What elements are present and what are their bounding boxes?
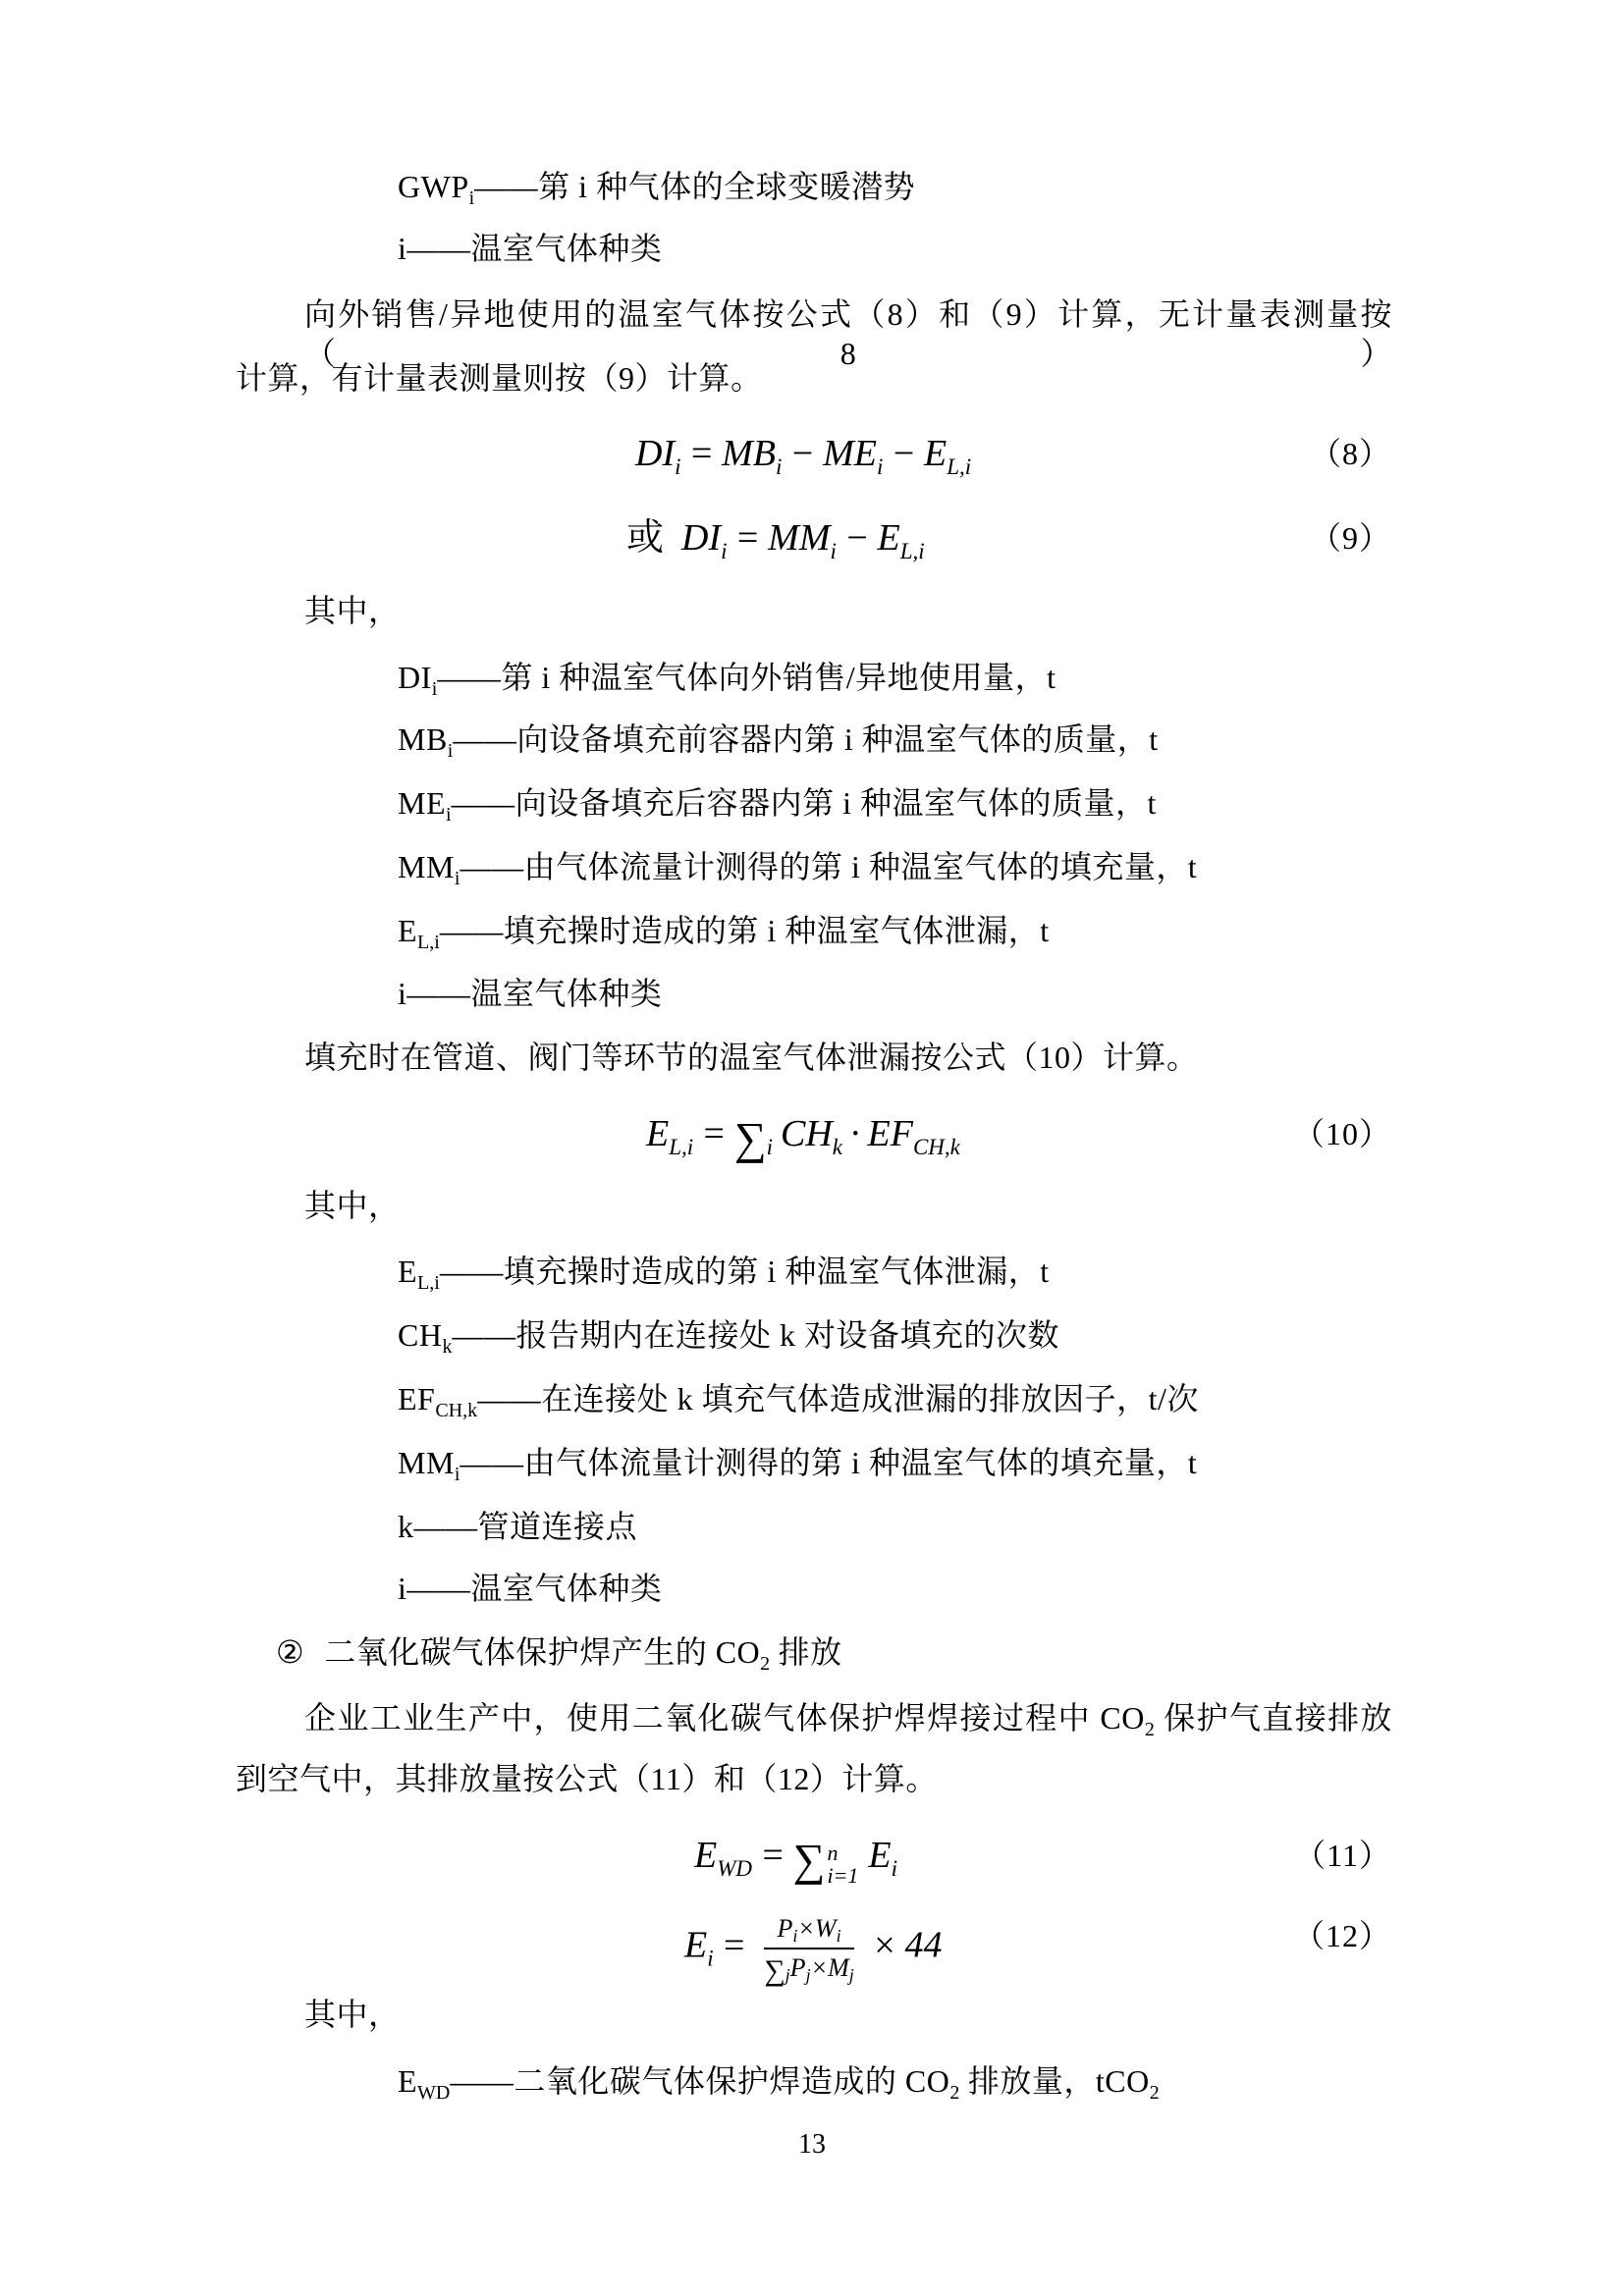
paragraph-sales-line2: 计算，有计量表测量则按（9）计算。	[236, 360, 763, 396]
definition-ef-text: ——在连接处 k 填充气体造成泄漏的排放因子，t/次	[477, 1381, 1199, 1416]
f9-equals: =	[734, 517, 761, 559]
term-ewd-sub: WD	[417, 2082, 451, 2104]
f11-lhs-sub: WD	[717, 1856, 752, 1881]
formula-12	[684, 1913, 943, 1987]
f12-num-p: P	[777, 1914, 793, 1943]
f12-times-operator: ×	[871, 1924, 897, 1966]
f9-term1: MM	[768, 517, 831, 559]
definition-i-3	[398, 1569, 662, 1608]
f9-term2-sub: L,i	[899, 539, 925, 563]
f8-term3-sub: L,i	[947, 454, 972, 479]
formula-10	[646, 1111, 960, 1163]
term-me-sub: i	[446, 804, 452, 826]
definition-me	[398, 783, 1157, 826]
definition-i-2	[398, 974, 662, 1013]
term-k: k	[398, 1509, 414, 1544]
definition-di-text: ——第 i 种温室气体向外销售/异地使用量，t	[437, 660, 1056, 695]
f8-equals: =	[688, 433, 715, 474]
definition-i-1	[398, 229, 662, 268]
definition-mb	[398, 720, 1159, 762]
term-ef-sub: CH,k	[435, 1400, 478, 1421]
term-mb: MB	[398, 721, 448, 757]
f11-term1-sub: i	[891, 1856, 898, 1881]
definition-ewd	[398, 2061, 1160, 2104]
heading-co2-subscript: 2	[760, 1653, 771, 1675]
term-mm: MM	[398, 849, 455, 884]
heading-co2-text: 二氧化碳气体保护焊产生的 CO	[324, 1634, 761, 1670]
definition-di	[398, 658, 1056, 700]
definition-i-text: ——温室气体种类	[406, 231, 663, 266]
term-di-sub: i	[431, 678, 438, 700]
term-me: ME	[398, 785, 446, 821]
definition-ewd-text1: ——二氧化碳气体保护焊造成的 CO	[450, 2063, 950, 2099]
f10-lhs: E	[646, 1113, 670, 1154]
f10-sum-icon: ∑	[733, 1113, 767, 1163]
f10-term1: CH	[781, 1113, 833, 1154]
definition-k	[398, 1507, 637, 1546]
definition-el-text: ——填充操时造成的第 i 种温室气体泄漏，t	[439, 913, 1050, 948]
f8-term3: E	[924, 433, 947, 474]
definition-i3-text: ——温室气体种类	[406, 1571, 663, 1606]
formula-11	[694, 1833, 897, 1887]
f10-dot-operator: ·	[850, 1113, 860, 1154]
definition-gwp	[398, 167, 916, 209]
definition-ewd-co2-sub1: 2	[949, 2082, 960, 2104]
definition-mm-text: ——由气体流量计测得的第 i 种温室气体的填充量，t	[460, 849, 1198, 884]
term-gwp-subscript: i	[468, 187, 475, 209]
f8-term1: MB	[722, 433, 777, 474]
f9-lhs: DI	[681, 517, 722, 559]
qizhong-2: 其中，	[304, 1188, 401, 1223]
paragraph-sales-line1: 向外销售/异地使用的温室气体按公式（8）和（9）计算，无计量表测量按（8）	[304, 296, 1392, 371]
term-gwp: GWP	[398, 169, 469, 204]
paragraph-leak: 填充时在管道、阀门等环节的温室气体泄漏按公式（10）计算。	[304, 1040, 1199, 1075]
term-el2: E	[398, 1254, 418, 1289]
definition-ef	[398, 1379, 1199, 1421]
f12-den-p: P	[789, 1953, 806, 1982]
f8-lhs: DI	[635, 433, 676, 474]
definition-ch	[398, 1315, 1059, 1358]
f12-num-w: W	[814, 1914, 837, 1943]
equation-number-9: （9）	[1309, 520, 1391, 556]
equation-number-10: （10）	[1292, 1116, 1391, 1151]
f9-term1-sub: i	[830, 539, 837, 563]
paragraph-welding-line1	[304, 1698, 1392, 1740]
f8-lhs-sub: i	[675, 454, 681, 479]
f11-term1: E	[868, 1835, 892, 1876]
paragraph-welding-text2: 保护气直接排放	[1154, 1700, 1392, 1735]
f11-sum-lower: i=1	[827, 1863, 859, 1888]
definition-mm	[398, 847, 1198, 889]
definition-mm2-text: ——由气体流量计测得的第 i 种温室气体的填充量，t	[460, 1445, 1198, 1480]
f12-lhs: E	[684, 1924, 708, 1966]
f10-term2-sub: CH,k	[912, 1135, 960, 1159]
heading-co2-welding	[276, 1632, 842, 1675]
heading-co2-text-end: 排放	[770, 1634, 842, 1670]
f12-numerator	[764, 1913, 854, 1949]
definition-el2-text: ——填充操时造成的第 i 种温室气体泄漏，t	[439, 1254, 1050, 1289]
term-mm2-sub: i	[454, 1464, 460, 1485]
definition-mb-text: ——向设备填充前容器内第 i 种温室气体的质量，t	[453, 721, 1159, 757]
f12-num-times: ×	[797, 1914, 815, 1943]
definition-ewd-text2: 排放量，tCO	[959, 2063, 1150, 2099]
f12-den-p-sub: j	[805, 1965, 811, 1985]
f9-minus: −	[843, 517, 870, 559]
definition-k-text: ——管道连接点	[413, 1509, 638, 1544]
formula-8	[635, 431, 972, 479]
f10-term1-sub: k	[832, 1135, 843, 1159]
term-el: E	[398, 913, 418, 948]
f8-term2-sub: i	[876, 454, 884, 479]
f10-sum-sub: i	[766, 1135, 773, 1159]
definition-mm-2	[398, 1443, 1198, 1485]
f8-term2: ME	[823, 433, 877, 474]
f12-lhs-sub: i	[707, 1946, 714, 1971]
definition-ch-text: ——报告期内在连接处 k 对设备填充的次数	[452, 1317, 1059, 1353]
f10-lhs-sub: L,i	[669, 1135, 694, 1159]
term-ewd: E	[398, 2063, 418, 2099]
definition-me-text: ——向设备填充后容器内第 i 种温室气体的质量，t	[451, 785, 1157, 821]
formula-9	[626, 515, 925, 561]
term-ch-sub: k	[442, 1336, 453, 1358]
term-el2-sub: L,i	[417, 1272, 440, 1294]
f10-term2: EF	[867, 1113, 913, 1154]
term-mb-sub: i	[447, 740, 454, 762]
f12-denominator	[764, 1949, 854, 1987]
equation-number-12: （12）	[1292, 1918, 1391, 1953]
f9-term2: E	[877, 517, 900, 559]
term-ch: CH	[398, 1317, 443, 1353]
definition-ewd-co2-sub2: 2	[1149, 2082, 1160, 2104]
qizhong-1: 其中，	[304, 593, 401, 628]
f10-equals: =	[701, 1113, 727, 1154]
f12-den-m-sub: j	[848, 1965, 854, 1985]
term-i: i	[398, 231, 407, 266]
qizhong-3: 其中，	[304, 1997, 401, 2032]
term-ef: EF	[398, 1381, 436, 1416]
term-i3: i	[398, 1571, 407, 1606]
f11-equals: =	[760, 1835, 785, 1876]
f11-sum-upper: n	[827, 1841, 839, 1865]
f8-term1-sub: i	[776, 454, 783, 479]
f12-num-w-sub: i	[836, 1926, 841, 1946]
paragraph-welding-co2-sub: 2	[1144, 1719, 1155, 1740]
f8-minus1: −	[789, 433, 816, 474]
definition-gwp-text: ——第 i 种气体的全球变暖潜势	[474, 169, 916, 204]
f11-sum-limits	[827, 1842, 858, 1887]
definition-i2-text: ——温室气体种类	[406, 976, 663, 1011]
f9-lhs-sub: i	[721, 539, 728, 563]
term-i2: i	[398, 976, 407, 1011]
circled-2-marker: ②	[276, 1634, 305, 1670]
paragraph-welding-line2: 到空气中，其排放量按公式（11）和（12）计算。	[236, 1761, 938, 1796]
definition-el-2	[398, 1252, 1050, 1294]
f11-lhs: E	[694, 1835, 718, 1876]
term-el-sub: L,i	[417, 932, 440, 953]
f11-sum-icon: ∑	[792, 1835, 826, 1885]
term-di: DI	[398, 660, 432, 695]
paragraph-welding-text1: 企业工业生产中，使用二氧化碳气体保护焊焊接过程中 CO	[304, 1700, 1145, 1735]
f12-den-times: ×	[810, 1953, 829, 1982]
page-number: 13	[798, 2129, 826, 2160]
f8-minus2: −	[891, 433, 916, 474]
f12-den-sum-sub: j	[785, 1965, 790, 1985]
term-mm-sub: i	[454, 868, 460, 889]
f12-constant-44: 44	[904, 1924, 943, 1966]
term-mm2: MM	[398, 1445, 455, 1480]
f9-or-prefix: 或	[626, 517, 665, 559]
equation-number-8: （8）	[1309, 436, 1391, 471]
definition-el	[398, 911, 1050, 953]
f12-den-sum-icon: ∑	[764, 1954, 785, 1987]
equation-number-11: （11）	[1294, 1838, 1391, 1873]
f12-equals: =	[721, 1924, 747, 1966]
f12-den-m: M	[828, 1953, 849, 1982]
f12-fraction	[764, 1913, 854, 1987]
f12-num-p-sub: i	[792, 1926, 798, 1946]
